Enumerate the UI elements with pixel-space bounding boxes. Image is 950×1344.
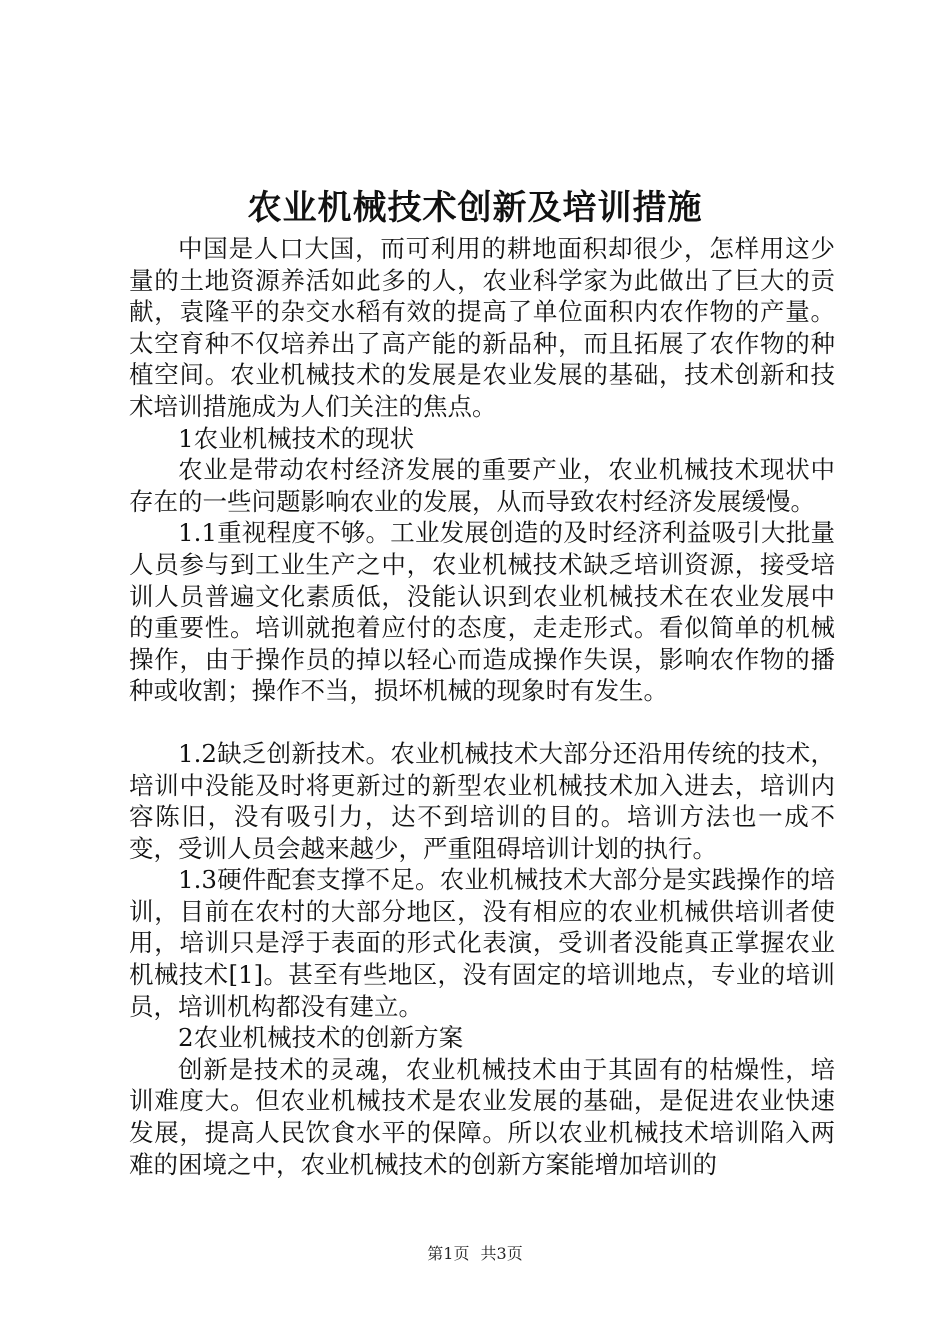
paragraph-section-2: 创新是技术的灵魂，农业机械技术由于其固有的枯燥性，培训难度大。但农业机械技术是农业发展的基础，是促进农业快速发展，提高人民饮食水平的保障。所以农业机械技术培训陷入两难的困境之中，农业机械技术的创新方案能增加培训的 — [129, 1054, 835, 1179]
page-number: 第1页 — [427, 1244, 470, 1263]
section-heading-1: 1农业机械技术的现状 — [178, 423, 415, 453]
document-title: 农业机械技术创新及培训措施 — [247, 188, 703, 228]
paragraph-section-1: 农业是带动农村经济发展的重要产业，农业机械技术现状中存在的一些问题影响农业的发展，从而导致农村经济发展缓慢。 — [129, 455, 835, 516]
section-heading-2: 2农业机械技术的创新方案 — [178, 1023, 464, 1053]
page-footer — [0, 1243, 950, 1265]
paragraph-intro: 中国是人口大国，而可利用的耕地面积却很少，怎样用这少量的土地资源养活如此多的人，农业科学家为此做出了巨大的贡献，袁隆平的杂交水稻有效的提高了单位面积内农作物的产量。太空育种不仅培养出了高产能的新品种，而且拓展了农作物的种植空间。农业机械技术的发展是农业发展的基础，技术创新和技术培训措施成为人们关注的焦点。 — [129, 234, 835, 421]
paragraph-1-3: 1.3硬件配套支撑不足。农业机械技术大部分是实践操作的培训，目前在农村的大部分地区，没有相应的农业机械供培训者使用，培训只是浮于表面的形式化表演，受训者没能真正掌握农业机械技术[1]。甚至有些地区，没有固定的培训地点，专业的培训员，培训机构都没有建立。 — [129, 865, 835, 1021]
document-body — [129, 233, 835, 1180]
page-total: 共3页 — [480, 1244, 523, 1263]
paragraph-1-2: 1.2缺乏创新技术。农业机械技术大部分还沿用传统的技术，培训中没能及时将更新过的新型农业机械技术加入进去，培训内容陈旧，没有吸引力，达不到培训的目的。培训方法也一成不变，受训人员会越来越少，严重阻碍培训计划的执行。 — [129, 738, 835, 863]
paragraph-1-1: 1.1重视程度不够。工业发展创造的及时经济利益吸引大批量人员参与到工业生产之中，农业机械技术缺乏培训资源，接受培训人员普遍文化素质低，没能认识到农业机械技术在农业发展中的重要性。培训就抱着应付的态度，走走形式。看似简单的机械操作，由于操作员的掉以轻心而造成操作失误，影响农作物的播种或收割；操作不当，损坏机械的现象时有发生。 — [129, 518, 835, 706]
